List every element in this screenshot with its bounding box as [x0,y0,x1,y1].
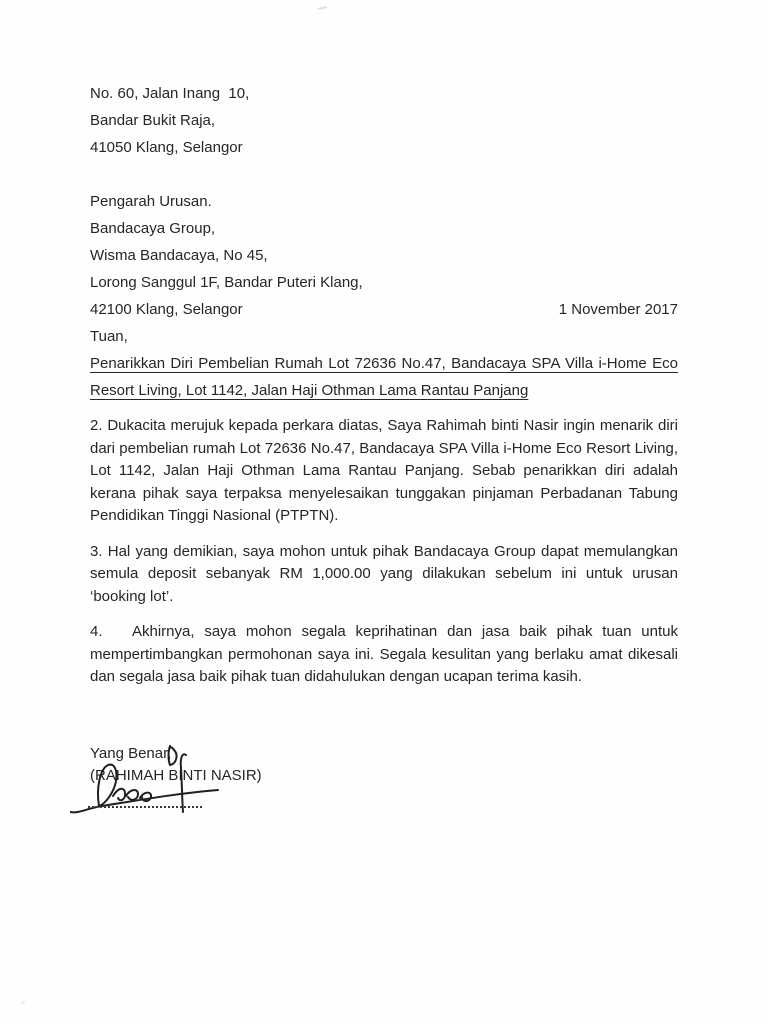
date-row [90,296,678,323]
recipient-address-line: Pengarah Urusan. [90,193,212,210]
body-paragraph: 2. Dukacita merujuk kepada perkara diatas, Saya Rahimah binti Nasir ingin menarik diri dari pembelian rumah Lot 72636 No.47, Bandacaya SPA Villa i-Home Eco Resort Living, Lot 1142, Jalan Haji Othman Lama Rantau Panjang. Sebab penarikkan diri adalah kerana pihak saya terpaksa menyelesaikan tunggakan pinjaman Perbadanan Tabung Pendidikan Tinggi Nasional (PTPTN). [90,417,678,524]
sender-address-line: No. 60, Jalan Inang 10, [90,85,250,102]
recipient-address-line: Bandacaya Group, [90,220,216,237]
recipient-address-line: Lorong Sanggul 1F, Bandar Puteri Klang, [90,274,363,291]
scan-artifact [21,1001,25,1004]
recipient-address-line: 42100 Klang, Selangor [90,301,243,318]
letter-date: 1 November 2017 [558,301,678,318]
signatory-name: (RAHIMAH BINTI NASIR) [90,766,262,784]
recipient-address-line: Wisma Bandacaya, No 45, [90,247,268,264]
signature-dotted-line [88,806,202,808]
body-paragraph: 4. Akhirnya, saya mohon segala keprihatinan dan jasa baik pihak tuan untuk mempertimbangkan permohonan saya ini. Segala kesulitan yang berlaku amat dikesali dan segala jasa baik pihak tuan didahulukan dengan ucapan terima kasih. [90,623,678,685]
sender-address-line: 41050 Klang, Selangor [90,139,243,156]
closing-phrase: Yang Benar, [90,744,172,762]
salutation: Tuan, [90,328,128,345]
subject-line: Penarikkan Diri Pembelian Rumah Lot 72636 No.47, Bandacaya SPA Villa i-Home Eco Resort Living, Lot 1142, Jalan Haji Othman Lama Rantau Panjang [90,355,678,399]
sender-address [90,80,678,161]
scan-artifact [318,6,327,10]
recipient-address [90,188,678,323]
closing-block [90,743,678,787]
sender-address-line: Bandar Bukit Raja, [90,112,216,129]
body-paragraph: 3. Hal yang demikian, saya mohon untuk pihak Bandacaya Group dapat memulangkan semula deposit sebanyak RM 1,000.00 yang dilakukan sebelum ini untuk urusan ‘booking lot’. [90,542,678,605]
